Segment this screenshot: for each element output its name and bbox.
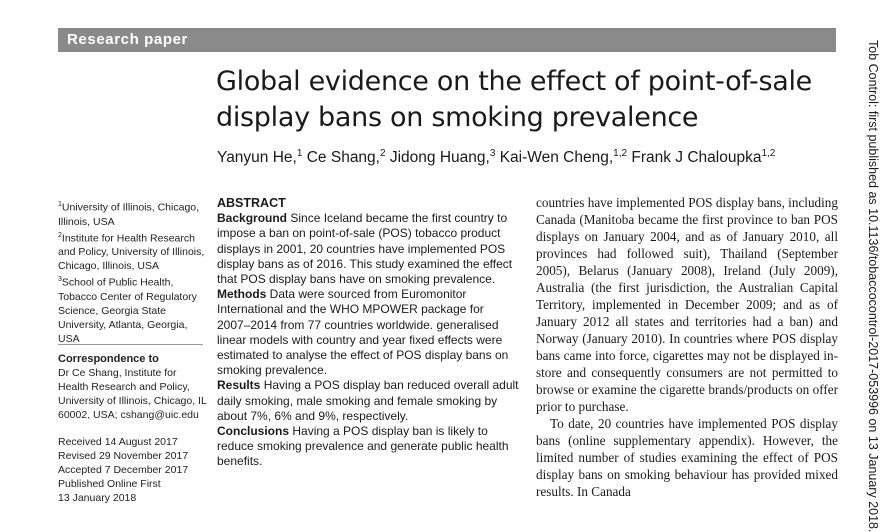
correspondence-text[interactable]: Dr Ce Shang, Institute for Health Research and Policy, University of Illinois, Chicago, IL 60002, USA; cshang@uic.edu <box>58 367 207 421</box>
date-revised: Revised 29 November 2017 <box>58 450 189 462</box>
affiliation-number: 2 <box>58 231 62 239</box>
author-list <box>217 148 775 167</box>
article-dates <box>58 435 208 505</box>
author-name[interactable]: Yanyun He, <box>217 149 297 167</box>
abstract-heading: Background <box>217 211 288 226</box>
affiliation-text: University of Illinois, Chicago, Illinois, USA <box>58 201 200 228</box>
author-affiliation-number: 1,2 <box>761 148 776 159</box>
author-affiliation-number: 1,2 <box>613 148 628 159</box>
date-accepted: Accepted 7 December 2017 <box>58 464 189 476</box>
abstract-background <box>217 211 519 287</box>
abstract-heading: Conclusions <box>217 424 290 439</box>
abstract-text: Having a POS display ban is likely to reduce smoking prevalence and generate public health benefits. <box>217 424 509 469</box>
date-published-label: Published Online First <box>58 478 161 490</box>
body-text-column <box>536 194 838 500</box>
author-name[interactable]: Ce Shang, <box>306 149 380 167</box>
affiliation-text: Institute for Health Research and Policy, University of Illinois, Chicago, Illinois, USA <box>58 232 205 272</box>
affiliation-item <box>58 198 208 229</box>
doi-side-note[interactable]: Tob Control: first published as 10.1136/tobaccocontrol-2017-053996 on 13 January 2018. <box>866 40 880 532</box>
author-name[interactable]: Jidong Huang, <box>389 149 490 167</box>
author-affiliation-number: 1 <box>296 148 303 159</box>
body-paragraph: To date, 20 countries have implemented POS display bans (online supplementary appendix). However, the limited number of studies examining the effect of POS display bans on smoking behaviour has provided mixed results. In Canada <box>536 416 838 499</box>
abstract-title: ABSTRACT <box>217 196 286 210</box>
author-affiliation-number: 3 <box>489 148 496 159</box>
correspondence-heading: Correspondence to <box>58 353 159 365</box>
abstract-text: Data were sourced from Euromonitor International and the WHO MPOWER package for 2007–2014 from 77 countries worldwide. generalised linear models with country and year fixed effects were estimated to analyse the effect of POS display bans on smoking prevalence. <box>217 287 509 378</box>
affiliation-text: School of Public Health, Tobacco Center of Regulatory Science, Georgia State University, Atlanta, Georgia, USA <box>58 276 197 345</box>
abstract-methods <box>217 287 519 378</box>
affiliation-number: 3 <box>58 276 62 283</box>
abstract <box>217 196 519 470</box>
author-affiliation-number: 2 <box>379 148 386 159</box>
affiliation-item <box>58 229 208 274</box>
article-title: Global evidence on the effect of point-of-sale display bans on smoking prevalence <box>216 66 812 133</box>
author-name[interactable]: Frank J Chaloupka <box>631 149 762 167</box>
abstract-text: Having a POS display ban reduced overall adult daily smoking, male smoking and female smoking by about 7%, 6% and 9%, respectively. <box>217 378 519 423</box>
divider <box>58 344 203 345</box>
article-type-banner <box>58 28 836 52</box>
abstract-results <box>217 378 519 424</box>
author-name[interactable]: Kai-Wen Cheng, <box>499 149 614 167</box>
abstract-heading: Results <box>217 378 261 393</box>
affiliation-number: 1 <box>58 201 62 208</box>
correspondence <box>58 352 208 422</box>
abstract-heading: Methods <box>217 287 267 302</box>
article-type-label: Research paper <box>67 31 188 48</box>
date-published: 13 January 2018 <box>58 492 137 504</box>
date-received: Received 14 August 2017 <box>58 436 178 448</box>
affiliations <box>58 198 208 346</box>
abstract-conclusions <box>217 424 519 470</box>
body-paragraph: countries have implemented POS display bans, including Canada (Manitoba became the first province to ban POS displays on January 2004, and as of January 2010, all provinces had followed suit), Thailand (September 2005), Belarus (January 2008), Ireland (July 2009), Australia (the first jurisdiction, the Australian Capital Territory, implemented in December 2009; and as of January 2012 all states and territories had a ban) and Norway (January 2010). In countries where POS display bans came into force, cigarettes may not be displayed in-store and consequently consumers are not permitted to browse or examine the cigarette brands/products on offer prior to purchase. <box>536 195 838 414</box>
affiliation-item <box>58 273 208 346</box>
abstract-text: Since Iceland became the first country to impose a ban on point-of-sale (POS) tobacco product displays in 2001, 20 countries have implemented POS display bans as of 2016. This study examined the effect that POS display bans have on smoking prevalence. <box>217 211 513 287</box>
